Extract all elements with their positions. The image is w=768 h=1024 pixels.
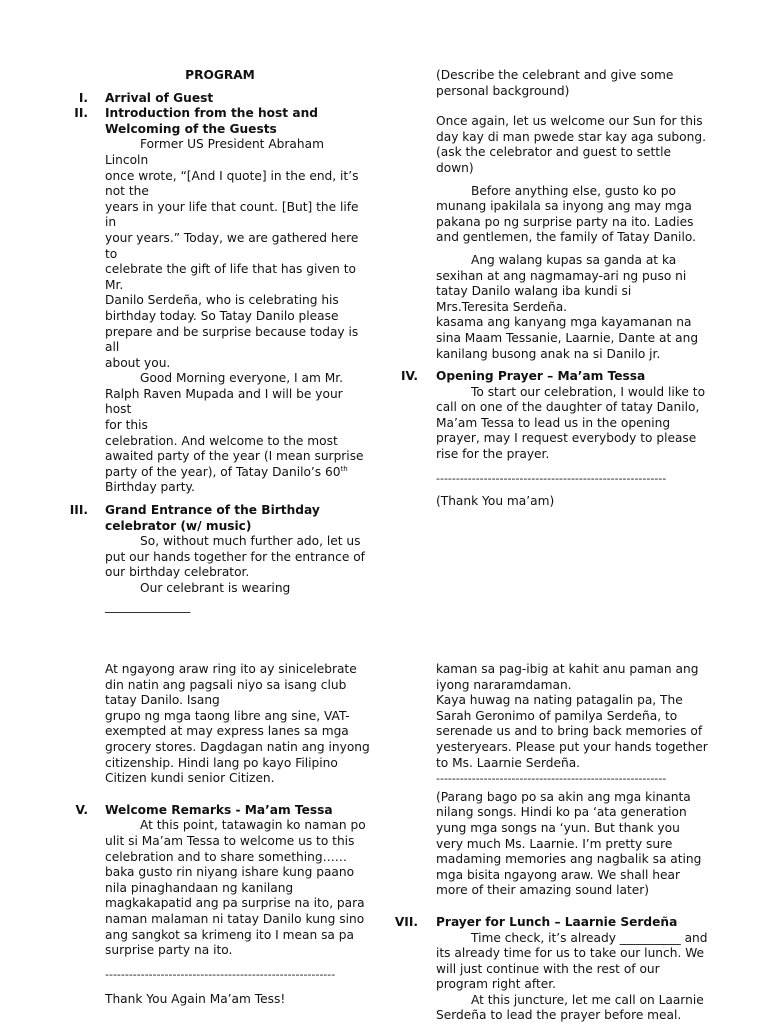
line: kasama ang kanyang mga kayamanan na	[436, 315, 692, 330]
line: (ask the celebrator and guest to settle	[436, 145, 671, 160]
section-number: III.	[69, 503, 88, 518]
line: for this	[105, 418, 148, 433]
line: Before anything else, gusto ko po	[471, 183, 676, 198]
line-text: party of the year), of Tatay Danilo’s 60	[105, 464, 341, 479]
line: Ang walang kupas sa ganda at ka	[471, 252, 677, 267]
line: yung mga songs na ‘yun. But thank you	[436, 820, 680, 835]
family-intro-paragraph	[0, 184, 710, 246]
line: At this point, tatawagin ko naman po	[140, 818, 366, 833]
line: To start our celebration, I would like to	[471, 384, 706, 399]
line: its already time for us to take our lunch. We	[436, 946, 705, 961]
section-4	[0, 369, 710, 510]
line: will just continue with the rest of our	[436, 961, 660, 976]
line: and gentlemen, the family of Tatay Danilo.	[436, 230, 696, 245]
dash-separator: ----------------------------------------------------------	[105, 967, 336, 981]
line: Birthday party.	[105, 480, 195, 495]
line: din natin ang pagsali niyo sa isang club	[105, 677, 347, 692]
line: So, without much further ado, let us	[140, 534, 361, 549]
line: At this juncture, let me call on Laarnie	[471, 992, 704, 1007]
section-number: I.	[78, 90, 88, 105]
line: day kay di man pwede star kay aga subong.	[436, 129, 706, 144]
section-title: Introduction from the host and	[105, 106, 318, 121]
section-number: VII.	[394, 914, 418, 929]
line: Former US President Abraham Lincoln	[105, 137, 324, 167]
line: ang sangkot sa krimeng ito I mean sa pa	[105, 927, 354, 942]
line: Serdeña to lead the prayer before meal.	[436, 1008, 682, 1023]
line: Once again, let us welcome our Sun for this	[436, 114, 703, 129]
line: kanilang busong anak na si Danilo jr.	[436, 346, 661, 361]
line: surprise party na ito.	[105, 943, 233, 958]
line: munang ipakilala sa inyong ang may mga	[436, 199, 692, 214]
line: yesteryears. Please put your hands together	[436, 739, 708, 754]
section-title: Grand Entrance of the Birthday	[105, 503, 320, 518]
section-title: Welcome Remarks - Ma’am Tessa	[105, 802, 333, 817]
line: nilang songs. Hindi ko pa ‘ata generation	[436, 805, 687, 820]
section-3	[0, 503, 370, 614]
section-number: II.	[74, 106, 88, 121]
line: exempted at may express lanes sa mga	[105, 724, 349, 739]
section-number: V.	[75, 802, 88, 817]
line: prayer, may I request everybody to please	[436, 431, 697, 446]
line: not the	[105, 184, 149, 199]
bottom-right-column	[0, 662, 728, 1024]
dash-separator: ----------------------------------------------------------	[436, 772, 667, 786]
line: awaited party of the year (I mean surprise	[105, 449, 364, 464]
serenade-paragraph	[0, 662, 728, 899]
top-right-column	[0, 68, 710, 510]
line: Kaya huwag na nating patagalin pa, The	[436, 693, 683, 708]
line: celebrate the gift of life that has given to Mr.	[105, 262, 356, 292]
line: sina Maam Tessanie, Laarnie, Dante at ang	[436, 330, 699, 345]
line: pakana po ng surprise party na ito. Ladies	[436, 214, 694, 229]
line: about you.	[105, 355, 171, 370]
line: your years.” Today, we are gathered here to	[105, 230, 359, 261]
line: more of their amazing sound later)	[436, 883, 650, 898]
line: Mrs.Teresita Serdeña.	[436, 299, 568, 314]
line: prepare and be surprise because today is all	[105, 324, 359, 355]
line: once wrote, “[And I quote] in the end, it’s	[105, 168, 359, 183]
line: baka gusto rin niyang ishare kung paano	[105, 865, 355, 880]
line: ulit si Ma’am Tessa to welcome us to this	[105, 833, 355, 848]
line: (Describe the celebrant and give some	[436, 68, 674, 82]
line: nila pinaghandaan ng kanilang	[105, 880, 294, 895]
line: tatay Danilo walang iba kundi si	[436, 284, 632, 299]
section-title: Opening Prayer – Ma’am Tessa	[436, 369, 646, 384]
line: grupo ng mga taong libre ang sine, VAT-	[105, 708, 350, 723]
line: citizenship. Hindi lang po kayo Filipino	[105, 755, 338, 770]
line: (Parang bago po sa akin ang mga kinanta	[436, 789, 691, 804]
line: At ngayong araw ring ito ay sinicelebrate	[105, 662, 357, 676]
line: Good Morning everyone, I am Mr.	[140, 371, 344, 386]
line: Ma’am Tessa to lead us in the opening	[436, 415, 671, 430]
section-number: IV.	[400, 369, 418, 384]
line: to Ms. Laarnie Serdeña.	[436, 755, 581, 770]
section-title: Welcoming of the Guests	[105, 121, 277, 136]
line: Sarah Geronimo of pamilya Serdeña, to	[436, 708, 678, 723]
line: naman malaman ni tatay Danilo kung sino	[105, 911, 365, 926]
blank-line: ______________	[105, 598, 191, 613]
line: years in your life that count. [But] the life in	[105, 199, 359, 230]
line: mga bisita ngayong araw. We shall hear	[436, 867, 681, 882]
line: Ralph Raven Mupada and I will be your host	[105, 386, 343, 417]
line: our birthday celebrator.	[105, 565, 250, 580]
line: tatay Danilo. Isang	[105, 693, 220, 708]
line: madaming memories ang nagbalik sa ating	[436, 852, 702, 867]
line: very much Ms. Laarnie. I’m pretty sure	[436, 836, 673, 851]
line: put our hands together for the entrance of	[105, 549, 365, 564]
line: Time check, it’s already __________ and	[471, 930, 708, 945]
line: down)	[436, 160, 474, 175]
line: program right after.	[436, 977, 556, 992]
welcome-again-paragraph	[0, 114, 710, 176]
line: celebration. And welcome to the most	[105, 433, 338, 448]
line: serenade us and to bring back memories of	[436, 724, 703, 739]
line: rise for the prayer.	[436, 447, 550, 462]
line: birthday today. So Tatay Danilo please	[105, 308, 339, 323]
section-7	[0, 915, 728, 1024]
ordinal-suffix: th	[340, 464, 348, 473]
line: call on one of the daughter of tatay Danilo,	[436, 400, 700, 415]
dash-separator: ----------------------------------------------------------	[436, 471, 667, 485]
section-title: Prayer for Lunch – Laarnie Serdeña	[436, 914, 678, 929]
line: magkakapatid ang pa surprise na ito, para	[105, 896, 365, 911]
section-title: celebrator (w/ music)	[105, 518, 252, 533]
line: Danilo Serdeña, who is celebrating his	[105, 293, 339, 308]
line: grocery stores. Dagdagan natin ang inyong	[105, 739, 370, 754]
line: Citizen kundi senior Citizen.	[105, 771, 275, 786]
line: personal background)	[436, 83, 570, 98]
describe-paragraph	[0, 68, 710, 99]
section-title: Arrival of Guest	[105, 90, 214, 105]
line: celebration and to share something……	[105, 849, 347, 864]
thank-you-note: Thank You Again Ma’am Tess!	[105, 992, 286, 1007]
wife-intro-paragraph	[0, 253, 710, 362]
line: iyong nararamdaman.	[436, 677, 572, 692]
line: sexihan at ang nagmamay-ari ng puso ni	[436, 268, 687, 283]
line: Our celebrant is wearing	[140, 581, 291, 595]
program-heading: PROGRAM	[185, 68, 255, 82]
line: kaman sa pag-ibig at kahit anu paman ang	[436, 662, 699, 676]
thank-you-note: (Thank You ma’am)	[436, 494, 555, 509]
